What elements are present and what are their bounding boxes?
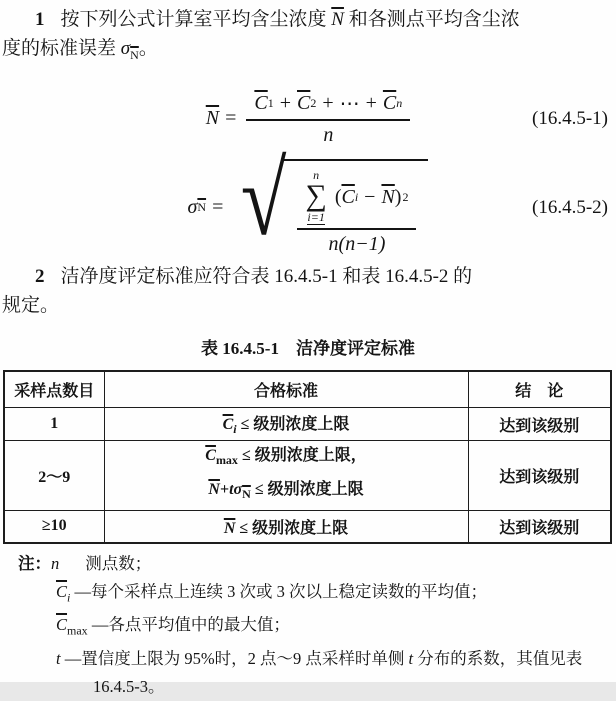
math-C-bar: $\overline{C}$ <box>56 582 68 602</box>
formula-16-4-5-1 <box>0 80 616 158</box>
paragraph-1-text-cont: 和各测点平均含尘浓 <box>343 9 520 30</box>
paragraph-1 <box>0 0 616 34</box>
formula-2-body <box>187 142 429 258</box>
table-row <box>4 441 611 510</box>
math-C-bar: $\overline{C}$ <box>341 185 355 208</box>
paragraph-1-line2-text: 度的标准误差 <box>2 38 121 59</box>
header-qualification-criteria: 合格标准 <box>104 371 468 408</box>
math-t: t <box>408 648 414 668</box>
cell-conclusion-3: 达到该级别 <box>468 510 611 543</box>
criteria-text: ≤ 级别浓度上限 <box>236 416 350 434</box>
fraction-denominator: n(n−1) <box>297 228 416 256</box>
square-root <box>235 142 428 258</box>
note-t-text-b: 分布的系数，其值见表 <box>413 648 583 668</box>
cell-criteria-3 <box>104 510 468 543</box>
subscript-i: i <box>67 590 71 605</box>
plus-sign: + <box>365 91 377 114</box>
cdots: ⋯ <box>339 92 360 115</box>
math-t: t <box>229 481 234 499</box>
criteria-line-2 <box>109 475 464 509</box>
superscript-2: 2 <box>402 189 409 204</box>
math-N-bar: $\overline{N}$ <box>205 107 220 130</box>
fraction-numerator <box>246 91 410 119</box>
radicand <box>283 159 428 256</box>
subscript-max: max <box>215 453 238 468</box>
math-N-bar: $\overline{N}$ <box>223 519 236 537</box>
plus-sign: + <box>322 91 334 114</box>
cell-points-1: 1 <box>4 408 104 441</box>
paragraph-2 <box>0 262 616 291</box>
paragraph-1-number: 1 <box>35 9 45 30</box>
paragraph-2-line2: 规定。 <box>2 294 60 316</box>
plus-sign: + <box>219 481 230 499</box>
subscript-2: 2 <box>310 95 317 110</box>
fraction-numerator <box>297 169 416 228</box>
fraction <box>246 91 410 147</box>
paragraph-1-text: 按下列公式计算室平均含尘浓度 <box>60 9 332 30</box>
math-sigma-sub-N-bar: $\overline{N}$ <box>197 200 207 215</box>
note-t-continuation: 16.4.5-3。 <box>93 676 165 696</box>
table-row <box>4 510 611 543</box>
math-n: n <box>51 554 60 574</box>
math-N-bar: $\overline{N}$ <box>381 185 395 208</box>
math-C-bar: $\overline{C}$ <box>56 615 68 635</box>
math-C-bar: $\overline{C}$ <box>205 447 216 465</box>
table-title: 表 16.4.5-1 洁净度评定标准 <box>201 338 415 358</box>
subscript-i: i <box>354 189 359 204</box>
math-sigma: σ <box>187 196 198 219</box>
math-sigma: σ <box>233 481 243 499</box>
note-ci <box>18 578 616 611</box>
cell-conclusion-2: 达到该级别 <box>468 441 611 510</box>
math-C-bar: $\overline{C}$ <box>382 91 397 114</box>
table-notes <box>0 550 616 701</box>
subscript-i: i <box>233 422 237 437</box>
math-C-bar: $\overline{C}$ <box>222 416 234 434</box>
math-C-bar: $\overline{C}$ <box>297 91 311 114</box>
math-N-bar: $\overline{N}$ <box>331 9 344 30</box>
fraction-denominator: n <box>246 119 410 147</box>
minus-sign: − <box>364 185 376 208</box>
criteria-text: ≤ 级别浓度上限， <box>237 447 367 465</box>
cell-criteria-2 <box>104 441 468 510</box>
sum-lower-limit: i=1 <box>307 210 325 225</box>
note-cmax-text: —各点平均值中的最大值； <box>87 615 290 635</box>
summation <box>305 169 326 225</box>
paragraph-1-line2 <box>0 34 616 70</box>
formula-1-body <box>206 91 411 147</box>
cell-points-3: ≥10 <box>4 510 104 543</box>
header-sampling-points: 采样点数目 <box>4 371 104 408</box>
subscript-max: max <box>67 623 88 638</box>
criteria-text: ≤ 级别浓度上限 <box>235 519 349 537</box>
cell-conclusion-1: 达到该级别 <box>468 408 611 441</box>
note-n-text: 测点数； <box>85 554 152 574</box>
paragraph-2-text: 洁净度评定标准应符合表 16.4.5-1 和表 16.4.5-2 的 <box>60 265 473 287</box>
math-N-bar: $\overline{N}$ <box>208 481 220 499</box>
note-label: 注： <box>18 554 51 574</box>
cleanliness-evaluation-table <box>3 370 612 544</box>
note-t <box>18 645 616 673</box>
math-t: t <box>56 648 61 668</box>
equation-number: (16.4.5-2) <box>532 196 608 218</box>
fraction <box>297 169 416 256</box>
note-ci-text: —每个采样点上连续 3 次或 3 次以上稳定读数的平均值； <box>70 582 487 602</box>
sigma-sum-sign: ∑ <box>305 179 327 213</box>
math-sigma-sub-N-bar: N <box>130 47 139 62</box>
equals-sign: = <box>212 196 224 219</box>
criteria-text: ≤ 级别浓度上限 <box>250 481 364 499</box>
math-sigma: σ <box>120 38 131 59</box>
note-n <box>18 550 616 578</box>
plus-sign: + <box>279 91 291 114</box>
sum-upper-limit: n <box>313 168 320 183</box>
right-paren: ) <box>394 185 402 208</box>
cell-criteria-1 <box>104 408 468 441</box>
equation-number: (16.4.5-1) <box>532 107 608 129</box>
subscript-n: n <box>396 95 403 110</box>
math-C-bar: $\overline{C}$ <box>254 91 268 114</box>
header-conclusion: 结 论 <box>468 371 611 408</box>
formula-16-4-5-2 <box>0 142 616 258</box>
criteria-line-1 <box>109 441 464 475</box>
cell-points-2: 2～9 <box>4 441 104 510</box>
subscript-1: 1 <box>267 95 274 110</box>
equals-sign: = <box>225 107 237 130</box>
left-paren: ( <box>334 185 342 208</box>
table-row <box>4 408 611 441</box>
note-cmax <box>18 611 616 644</box>
paragraph-1-period: 。 <box>138 38 158 59</box>
math-sigma-sub-N-bar: N <box>242 487 251 502</box>
radical-sign: √ <box>241 142 287 258</box>
note-t-text-a: —置信度上限为 95%时，2 点～9 点采样时单侧 <box>60 648 409 668</box>
paragraph-2-number: 2 <box>35 265 45 287</box>
table-header-row <box>4 371 611 408</box>
